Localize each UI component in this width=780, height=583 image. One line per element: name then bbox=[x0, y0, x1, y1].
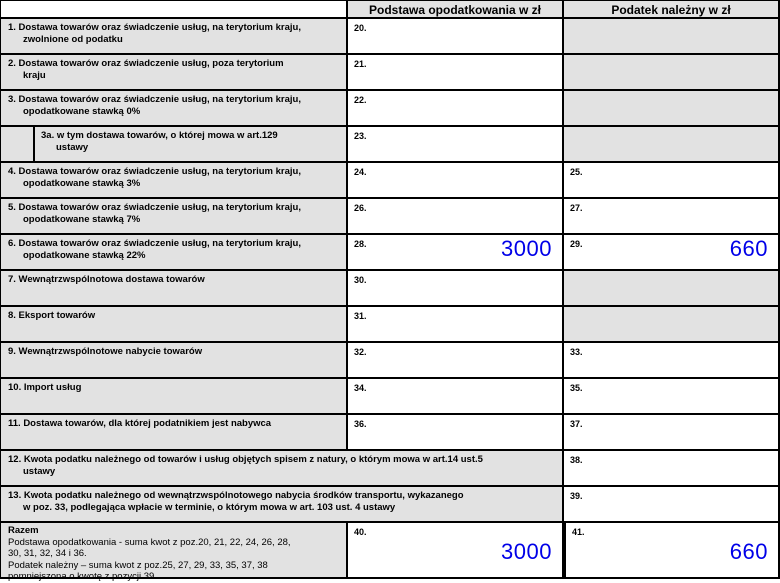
field-empty-tax bbox=[564, 271, 780, 307]
row-5-label: 5. Dostawa towarów oraz świadczenie usług, na terytorium kraju, opodatkowane stawką 7% bbox=[0, 199, 348, 235]
row-4-label: 4. Dostawa towarów oraz świadczenie usług, na terytorium kraju, opodatkowane stawką 3% bbox=[0, 163, 348, 199]
row-10-label: 10. Import usług bbox=[0, 379, 348, 415]
field-empty-tax bbox=[564, 307, 780, 343]
field-26[interactable]: 26. bbox=[348, 199, 564, 235]
field-22[interactable]: 22. bbox=[348, 91, 564, 127]
row-9-label: 9. Wewnątrzwspólnotowe nabycie towarów bbox=[0, 343, 348, 379]
row-12-label: 12. Kwota podatku należnego od towarów i usług objętych spisem z natury, o którym mowa w art.14 ust.5 ustawy bbox=[0, 451, 564, 487]
value-28: 3000 bbox=[501, 236, 552, 261]
header-base bbox=[348, 0, 564, 19]
row-3a-indent bbox=[0, 127, 35, 163]
summary-title: Razem bbox=[8, 525, 39, 536]
field-empty-tax bbox=[564, 19, 780, 55]
value-29: 660 bbox=[729, 236, 768, 261]
value-41: 660 bbox=[729, 539, 768, 564]
row-3a-label: 3a. w tym dostawa towarów, o której mowa w art.129 ustawy bbox=[35, 127, 348, 163]
header-tax-label: Podatek należny w zł bbox=[611, 3, 731, 17]
field-31[interactable]: 31. bbox=[348, 307, 564, 343]
field-23[interactable]: 23. bbox=[348, 127, 564, 163]
field-32[interactable]: 32. bbox=[348, 343, 564, 379]
field-29[interactable]: 29. 660 bbox=[564, 235, 780, 271]
field-39[interactable]: 39. bbox=[564, 487, 780, 523]
field-empty-tax bbox=[564, 91, 780, 127]
header-base-label: Podstawa opodatkowania w zł bbox=[368, 3, 542, 17]
field-34[interactable]: 34. bbox=[348, 379, 564, 415]
summary-label: Razem Podstawa opodatkowania - suma kwot z poz.20, 21, 22, 24, 26, 28, 30, 31, 32, 34 i 36. Podatek należny – suma kwot z poz.25, 27, 29, 33, 35, 37, 38 pomniejszona o kwotę z pozycji 39. bbox=[0, 523, 348, 579]
row-11-label: 11. Dostawa towarów, dla której podatnikiem jest nabywca bbox=[0, 415, 348, 451]
row-13-label: 13. Kwota podatku należnego od wewnątrzwspólnotowego nabycia środków transportu, wykazanego w poz. 33, podlegająca wpłacie w terminie, o którym mowa w art. 103 ust. 4 ustawy bbox=[0, 487, 564, 523]
row-8-label: 8. Eksport towarów bbox=[0, 307, 348, 343]
row-7-label: 7. Wewnątrzwspólnotowa dostawa towarów bbox=[0, 271, 348, 307]
field-24[interactable]: 24. bbox=[348, 163, 564, 199]
field-40[interactable]: 40. 3000 bbox=[348, 523, 564, 579]
field-empty-tax bbox=[564, 55, 780, 91]
field-37[interactable]: 37. bbox=[564, 415, 780, 451]
field-empty-tax bbox=[564, 127, 780, 163]
field-25[interactable]: 25. bbox=[564, 163, 780, 199]
row-3-label: 3. Dostawa towarów oraz świadczenie usług, na terytorium kraju, opodatkowane stawką 0% bbox=[0, 91, 348, 127]
field-35[interactable]: 35. bbox=[564, 379, 780, 415]
header-tax bbox=[564, 0, 780, 19]
row-2-label: 2. Dostawa towarów oraz świadczenie usług, poza terytorium kraju bbox=[0, 55, 348, 91]
row-6-label: 6. Dostawa towarów oraz świadczenie usług, na terytorium kraju, opodatkowane stawką 22% bbox=[0, 235, 348, 271]
field-20[interactable]: 20. bbox=[348, 19, 564, 55]
field-21[interactable]: 21. bbox=[348, 55, 564, 91]
field-36[interactable]: 36. bbox=[348, 415, 564, 451]
value-40: 3000 bbox=[501, 539, 552, 564]
field-30[interactable]: 30. bbox=[348, 271, 564, 307]
row-1-label: 1. Dostawa towarów oraz świadczenie usług, na terytorium kraju, zwolnione od podatku bbox=[0, 19, 348, 55]
field-41[interactable]: 41. 660 bbox=[564, 523, 780, 579]
header-blank bbox=[0, 0, 348, 19]
field-38[interactable]: 38. bbox=[564, 451, 780, 487]
field-27[interactable]: 27. bbox=[564, 199, 780, 235]
field-33[interactable]: 33. bbox=[564, 343, 780, 379]
field-28[interactable]: 28. 3000 bbox=[348, 235, 564, 271]
